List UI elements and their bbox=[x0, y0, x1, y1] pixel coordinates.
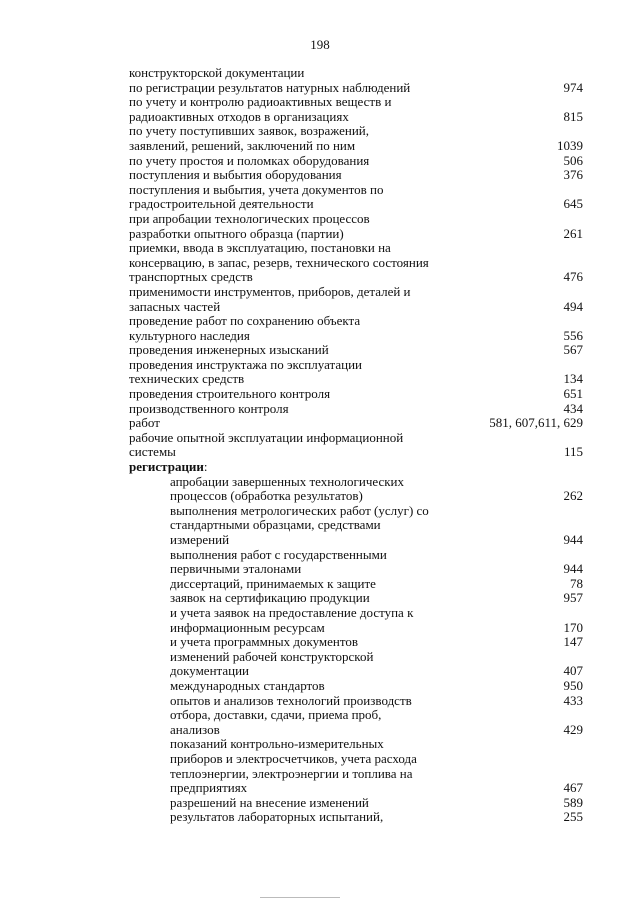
entry-pages: 261 bbox=[563, 225, 583, 241]
entry-line: результатов лабораторных испытаний, bbox=[170, 809, 384, 825]
entry-pages: 476 bbox=[563, 269, 583, 285]
entry-pages: 429 bbox=[563, 721, 583, 737]
entry-line: приборов и электросчетчиков, учета расхода bbox=[170, 750, 417, 766]
sub-index-entry bbox=[129, 650, 583, 679]
entry-line: анализов bbox=[170, 721, 220, 737]
entry-text bbox=[129, 241, 429, 285]
sub-index-entry bbox=[129, 708, 583, 737]
sub-index-entry bbox=[129, 577, 583, 592]
subject-index bbox=[129, 66, 583, 825]
entry-line: при апробации технологических процессов bbox=[129, 210, 370, 226]
index-entry bbox=[129, 431, 583, 460]
entry-line: документации bbox=[170, 663, 250, 679]
index-entry bbox=[129, 343, 583, 358]
entry-pages: 1039 bbox=[557, 137, 583, 153]
entry-line: запасных частей bbox=[129, 298, 221, 314]
index-entries bbox=[129, 66, 583, 460]
entry-line: транспортных средств bbox=[129, 269, 253, 285]
index-entry bbox=[129, 168, 583, 183]
index-entry bbox=[129, 81, 583, 96]
entry-pages: 944 bbox=[563, 532, 583, 547]
entry-pages: 589 bbox=[563, 794, 583, 810]
entry-line: разработки опытного образца (партии) bbox=[129, 225, 344, 241]
entry-line: проведение работ по сохранению объекта bbox=[129, 313, 361, 329]
entry-pages: 950 bbox=[563, 677, 583, 693]
sub-index-entry bbox=[129, 548, 583, 577]
entry-line: заявок на сертификацию продукции bbox=[170, 590, 370, 606]
entry-text bbox=[170, 810, 383, 825]
entry-pages: 170 bbox=[563, 619, 583, 635]
entry-text bbox=[170, 577, 376, 592]
sub-index-entry bbox=[129, 796, 583, 811]
index-entry bbox=[129, 416, 583, 431]
entry-line: опытов и анализов технологий производств bbox=[170, 692, 412, 708]
entry-line: показаний контрольно-измерительных bbox=[170, 736, 384, 752]
entry-line: процессов (обработка результатов) bbox=[170, 488, 363, 504]
entry-line: работ bbox=[129, 415, 160, 431]
index-entry bbox=[129, 402, 583, 417]
index-entry bbox=[129, 95, 583, 124]
entry-line: градостроительной деятельности bbox=[129, 196, 314, 212]
entry-pages: 407 bbox=[563, 663, 583, 679]
entry-line: и учета заявок на предоставление доступа к bbox=[170, 604, 414, 620]
entry-line: технических средств bbox=[129, 371, 245, 387]
entry-line: выполнения работ с государственными bbox=[170, 546, 387, 562]
entry-text bbox=[170, 694, 412, 709]
index-entry bbox=[129, 314, 583, 343]
entry-line: приемки, ввода в эксплуатацию, постановки на bbox=[129, 240, 391, 256]
index-entry bbox=[129, 212, 583, 241]
entry-line: по учету простоя и поломках оборудования bbox=[129, 152, 370, 168]
sub-index-entry bbox=[129, 810, 583, 825]
entry-text bbox=[129, 416, 160, 431]
page-number: 198 bbox=[310, 37, 330, 52]
entry-text bbox=[129, 168, 342, 183]
entry-line: заявлений, решений, заключений по ним bbox=[129, 137, 356, 153]
entry-text bbox=[129, 343, 329, 358]
entry-line: культурного наследия bbox=[129, 327, 250, 343]
entry-line: по учету поступивших заявок, возражений, bbox=[129, 123, 370, 139]
entry-line: проведения строительного контроля bbox=[129, 386, 331, 402]
entry-line: выполнения метрологических работ (услуг) со bbox=[170, 502, 429, 518]
entry-text bbox=[129, 387, 330, 402]
entry-line: рабочие опытной эксплуатации информационной bbox=[129, 429, 404, 445]
entry-line: изменений рабочей конструкторской bbox=[170, 648, 374, 664]
index-entry bbox=[129, 154, 583, 169]
entry-line: отбора, доставки, сдачи, приема проб, bbox=[170, 707, 382, 723]
entry-pages: 815 bbox=[563, 108, 583, 124]
entry-line: системы bbox=[129, 444, 176, 460]
index-heading bbox=[129, 460, 583, 475]
entry-text bbox=[129, 285, 411, 314]
entry-line: апробации завершенных технологических bbox=[170, 473, 404, 489]
entry-line: радиоактивных отходов в организациях bbox=[129, 108, 349, 124]
entry-pages: 115 bbox=[563, 444, 583, 460]
entry-text bbox=[129, 212, 370, 241]
heading-suffix: : bbox=[203, 459, 208, 475]
sub-index-entry bbox=[129, 504, 583, 548]
entry-pages: 434 bbox=[563, 400, 583, 416]
entry-text bbox=[170, 606, 413, 635]
entry-line: диссертаций, принимаемых к защите bbox=[170, 575, 376, 591]
entry-text bbox=[170, 548, 387, 577]
entry-text bbox=[129, 431, 403, 460]
entry-pages: 467 bbox=[563, 780, 583, 796]
entry-line: информационным ресурсам bbox=[170, 619, 325, 635]
entry-pages: 944 bbox=[563, 561, 583, 577]
entry-pages: 262 bbox=[563, 488, 583, 504]
entry-pages: 78 bbox=[570, 575, 583, 591]
index-entry bbox=[129, 285, 583, 314]
index-entry bbox=[129, 124, 583, 153]
entry-text bbox=[129, 314, 360, 343]
entry-text bbox=[129, 358, 362, 387]
entry-line: проведения инструктажа по эксплуатации bbox=[129, 356, 362, 372]
sub-index-entry bbox=[129, 635, 583, 650]
entry-line: производственного контроля bbox=[129, 400, 289, 416]
sub-index-entry bbox=[129, 737, 583, 795]
entry-line: стандартными образцами, средствами bbox=[170, 517, 381, 533]
entry-pages: 134 bbox=[563, 371, 583, 387]
entry-line: применимости инструментов, приборов, деталей и bbox=[129, 283, 411, 299]
entry-pages: 255 bbox=[563, 809, 583, 825]
entry-text bbox=[170, 679, 325, 694]
entry-pages: 567 bbox=[563, 342, 583, 358]
entry-pages: 376 bbox=[563, 167, 583, 183]
entry-pages: 651 bbox=[563, 386, 583, 402]
entry-text bbox=[170, 475, 404, 504]
entry-text bbox=[170, 650, 373, 679]
index-entry bbox=[129, 241, 583, 285]
index-entry bbox=[129, 66, 583, 81]
entry-line: проведения инженерных изысканий bbox=[129, 342, 329, 358]
entry-line: по учету и контролю радиоактивных веществ и bbox=[129, 94, 392, 110]
entry-pages: 581, 607,611, 629 bbox=[489, 415, 583, 431]
entry-pages: 645 bbox=[563, 196, 583, 212]
sub-index-entry bbox=[129, 606, 583, 635]
entry-line: первичными эталонами bbox=[170, 561, 302, 577]
entry-line: и учета программных документов bbox=[170, 634, 359, 650]
entry-text bbox=[170, 635, 358, 650]
scan-artifact-line bbox=[260, 897, 340, 898]
index-sub-entries bbox=[129, 475, 583, 825]
entry-text bbox=[129, 183, 384, 212]
entry-line: поступления и выбытия оборудования bbox=[129, 167, 342, 183]
entry-text bbox=[170, 796, 369, 811]
entry-line: конструкторской документации bbox=[129, 65, 305, 80]
entry-text bbox=[170, 708, 381, 737]
sub-index-entry bbox=[129, 475, 583, 504]
entry-text bbox=[129, 95, 391, 124]
entry-pages: 556 bbox=[563, 327, 583, 343]
entry-text bbox=[129, 154, 369, 169]
entry-text bbox=[170, 737, 417, 795]
entry-line: консервацию, в запас, резерв, технического состояния bbox=[129, 254, 429, 270]
entry-text bbox=[129, 124, 369, 153]
entry-line: поступления и выбытия, учета документов по bbox=[129, 181, 384, 197]
entry-pages: 433 bbox=[563, 692, 583, 708]
entry-line: теплоэнергии, электроэнергии и топлива на bbox=[170, 765, 413, 781]
entry-text bbox=[129, 81, 410, 96]
entry-text bbox=[170, 504, 429, 548]
heading-text: регистрации bbox=[129, 459, 204, 475]
entry-pages: 974 bbox=[563, 79, 583, 95]
index-entry bbox=[129, 183, 583, 212]
index-entry bbox=[129, 387, 583, 402]
entry-line: предприятиях bbox=[170, 780, 248, 796]
entry-line: разрешений на внесение изменений bbox=[170, 794, 369, 810]
sub-index-entry bbox=[129, 591, 583, 606]
index-entry bbox=[129, 358, 583, 387]
entry-text bbox=[129, 66, 304, 81]
sub-index-entry bbox=[129, 679, 583, 694]
entry-pages: 147 bbox=[563, 634, 583, 650]
entry-text bbox=[170, 591, 370, 606]
entry-text bbox=[129, 402, 289, 417]
entry-line: по регистрации результатов натурных наблюдений bbox=[129, 79, 411, 95]
entry-pages: 506 bbox=[563, 152, 583, 168]
entry-pages: 494 bbox=[563, 298, 583, 314]
entry-line: международных стандартов bbox=[170, 677, 325, 693]
sub-index-entry bbox=[129, 694, 583, 709]
entry-line: измерений bbox=[170, 532, 230, 547]
entry-pages: 957 bbox=[563, 590, 583, 606]
